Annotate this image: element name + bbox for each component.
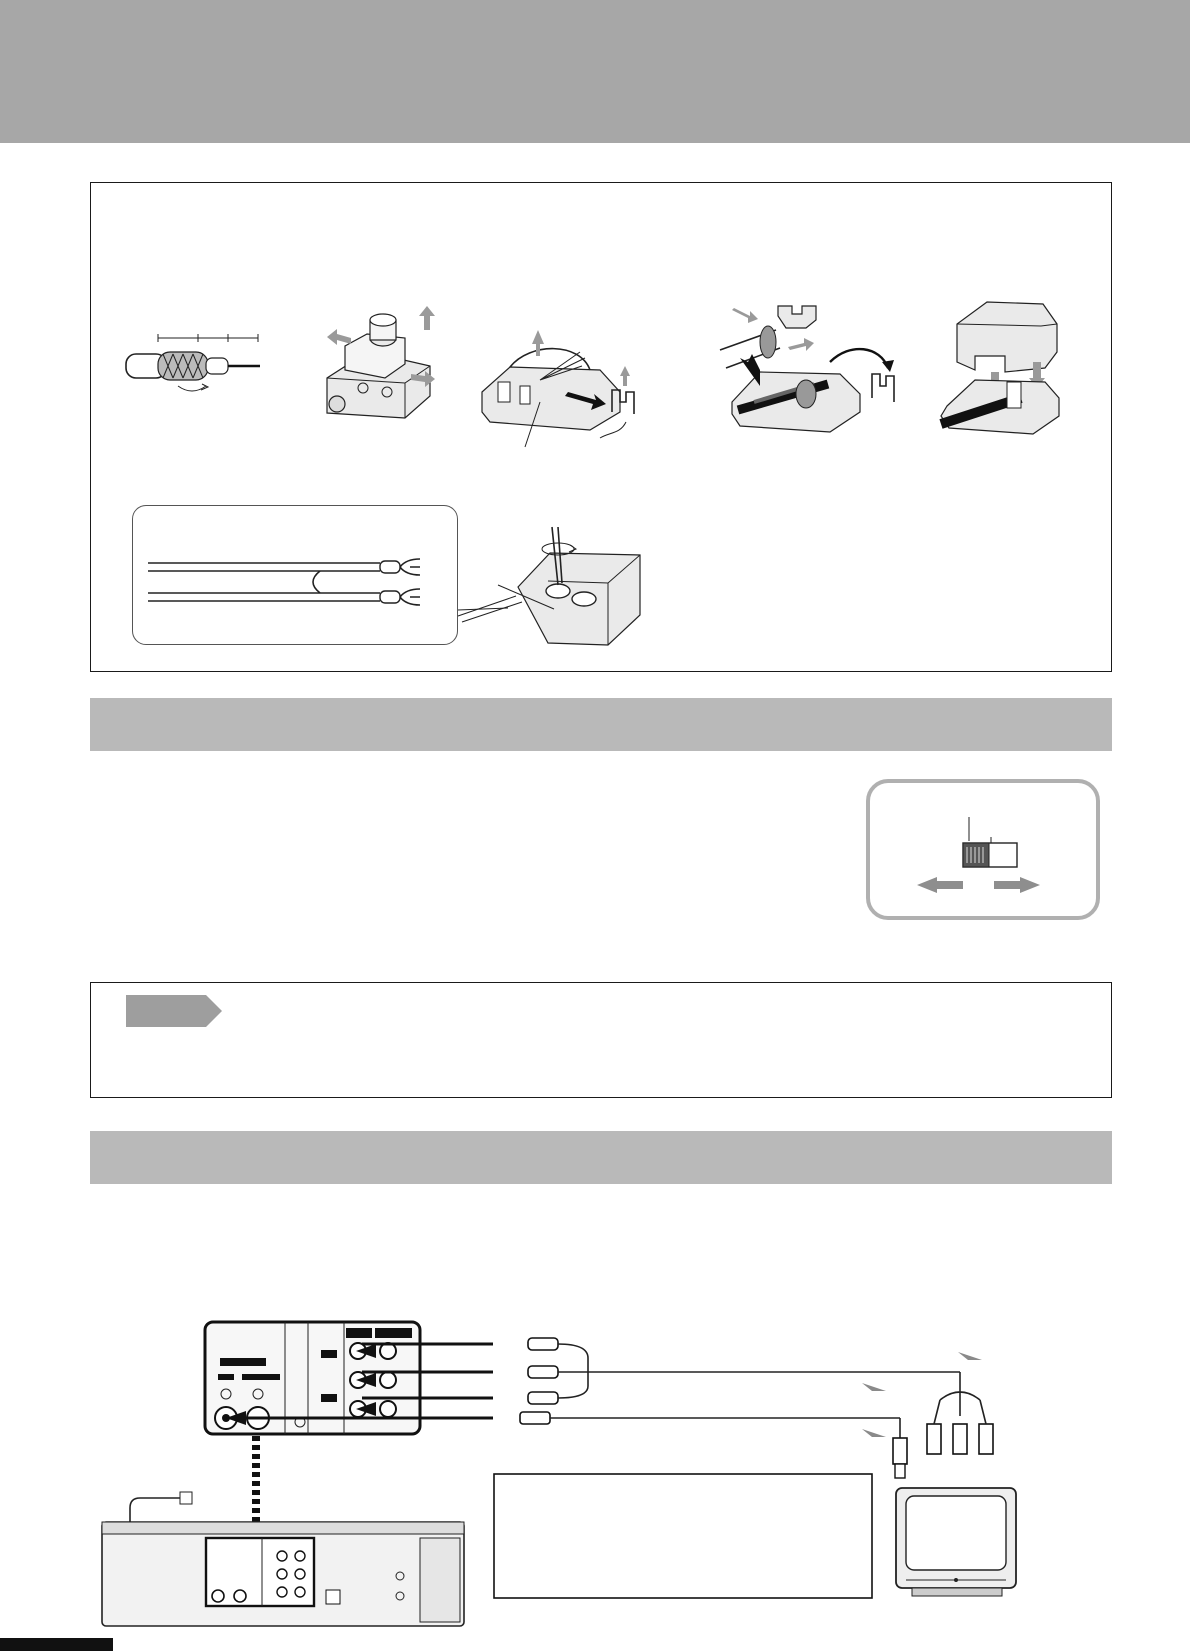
note-tag-icon bbox=[126, 995, 222, 1027]
slide-switch-icon bbox=[915, 815, 1045, 895]
feeder-wire-icon bbox=[148, 555, 438, 615]
section-band-2 bbox=[90, 1131, 1112, 1184]
header-band bbox=[0, 0, 1190, 143]
tv-plugs bbox=[893, 1400, 993, 1478]
page-tab bbox=[0, 1638, 113, 1651]
section-band-1 bbox=[90, 698, 1112, 751]
note-box bbox=[90, 982, 1112, 1098]
screw-terminal-icon bbox=[458, 525, 638, 655]
plug-cover-icon bbox=[935, 300, 1065, 440]
plug-open-icon bbox=[480, 322, 660, 450]
coax-cable-icon bbox=[118, 328, 268, 398]
cable-assembly-icon bbox=[720, 302, 910, 442]
connection-diagram bbox=[0, 1300, 1190, 1640]
info-box bbox=[494, 1474, 872, 1598]
rca-plug-icon bbox=[520, 1338, 960, 1424]
tv-set-icon bbox=[896, 1488, 1016, 1596]
vcr-unit-icon bbox=[102, 1492, 464, 1626]
antenna-plug-icon bbox=[315, 308, 445, 423]
